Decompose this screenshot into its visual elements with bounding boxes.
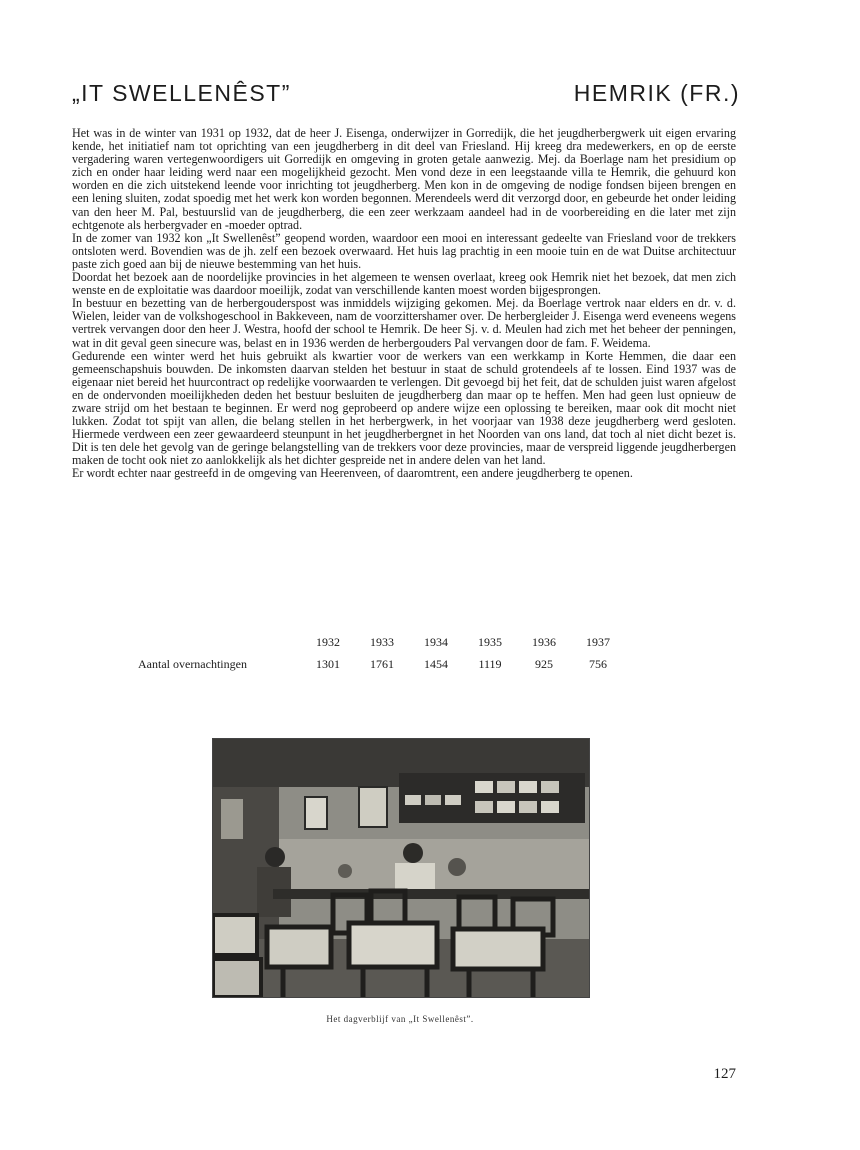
page-number: 127: [713, 1066, 736, 1082]
chair: [213, 915, 257, 955]
dayroom-photo: [212, 738, 590, 998]
photo-illustration: [213, 739, 589, 997]
value-cell: 756: [589, 657, 607, 671]
shelf-item: [541, 801, 559, 813]
wall-notice: [221, 799, 243, 839]
value-cell: 1761: [370, 657, 394, 671]
paragraph: Doordat het bezoek aan de noordelijke provincies in het algemeen te wensen overlaat, kreeg ook Hemrik niet het bezoek, dat men zich wenste en de exploitatie was daardoor moeilijk, zodat van verschillende kanten moest worden bijgesprongen.: [72, 270, 736, 298]
person-head: [265, 847, 285, 867]
shelf-item: [497, 801, 515, 813]
chair-back: [267, 927, 331, 967]
year-cell: 1932: [316, 635, 340, 649]
shelf-item: [445, 795, 461, 805]
framed-picture: [359, 787, 387, 827]
shelf-item: [405, 795, 421, 805]
year-cell: 1933: [370, 635, 394, 649]
flower-vase: [448, 858, 466, 876]
shelf-item: [541, 781, 559, 793]
value-cell: 1301: [316, 657, 340, 671]
photo-caption: Het dagverblijf van „It Swellenêst”.: [326, 1014, 474, 1024]
paragraph: In bestuur en bezetting van de herbergouderspost was inmiddels wijziging gekomen. Mej. da Boerlage vertrok naar elders en dr. v. d. Wielen, leider van de volkshogeschool in Bakkeveen, nam de voorzittershamer over. De herbergleider J. Eisenga werd eveneens wegens vertrek vervangen door den heer J. Westra, hoofd der school te Hemrik. De heer Sj. v. d. Meulen had zich met het beheer der penningen, wat in dit geval geen sinecure was, belast en in 1936 werden de herbergouders Pal vervangen door de fam. F. Weidema.: [72, 296, 736, 350]
page-header: [72, 80, 740, 120]
year-cell: 1936: [532, 635, 556, 649]
stats-label: Aantal overnachtingen: [138, 657, 247, 671]
stats-year-row: [72, 635, 736, 657]
article-body: [72, 127, 736, 481]
flower-vase: [338, 864, 352, 878]
value-cell: 925: [535, 657, 553, 671]
shelf-item: [497, 781, 515, 793]
value-cell: 1454: [424, 657, 448, 671]
overnight-stats-table: [72, 635, 736, 679]
value-cell: 1119: [478, 657, 502, 671]
chair-back: [213, 959, 261, 997]
person-head: [403, 843, 423, 863]
paragraph: In de zomer van 1932 kon „It Swellenêst” geopend worden, waardoor een mooi en interessant gedeelte van Friesland voor de trekkers ontsloten werd. Bovendien was de jh. zelf een bezoek overwaard. Het huis lag prachtig in een mooie tuin en de wat Duitse architectuur paste zich goed aan bij de nieuwe bestemming van het huis.: [72, 230, 736, 271]
location-title: HEMRIK (FR.): [573, 80, 740, 106]
paragraph: Gedurende een winter werd het huis gebruikt als kwartier voor de werkers van een werkkamp in Korte Hemmen, die daar een gemeenschapshuis bouwden. De inkomsten daarvan stelden het bestuur in staat de schuld grotendeels af te lossen. Eind 1937 was de eigenaar niet bereid het huurcontract op redelijke voorwaarden te verlengen. Dit gevoegd bij het feit, dat de schulden juist waren afgelost en de ondervonden moeilijkheden deden het bestuur besluiten de jeugdherberg dan maar op te heffen. Men had geen lust opnieuw de zware strijd om het bestaan te beginnen. Er werd nog geprobeerd op andere wijze een oplossing te bereiken, maar ook dit mocht niet lukken. Zodat tot spijt van allen, die belang stellen in het herbergwerk, in het voorjaar van 1938 deze jeugdherberg werd gesloten. Hiermede verdween een zeer gewaardeerd steunpunt in het jeugdherbergnet in het Noorden van ons land, dat toch al niet dicht bezet is. Dit is ten dele het gevolg van de geringe belangstelling van de trekkers voor deze provincies, maar de verspreid liggende jeugdherbergen maken de tocht ook niet zo aanlokkelijk als het dichter gespreide net in andere delen van het land.: [72, 348, 736, 468]
chair-back: [349, 923, 437, 967]
shelf-item: [425, 795, 441, 805]
year-cell: 1935: [478, 635, 502, 649]
year-cell: 1937: [586, 635, 610, 649]
shelf-item: [519, 781, 537, 793]
framed-picture: [305, 797, 327, 829]
shelf-item: [475, 781, 493, 793]
chair-back: [453, 929, 543, 969]
shelf-item: [475, 801, 493, 813]
shelf-item: [519, 801, 537, 813]
year-cell: 1934: [424, 635, 448, 649]
stats-value-row: [72, 657, 736, 679]
paragraph: Het was in de winter van 1931 op 1932, dat de heer J. Eisenga, onderwijzer in Gorredijk, die het jeugdherbergwerk uit eigen ervaring kende, het initiatief nam tot oprichting van een jeugdherberg in dit deel van Friesland. Hij kreeg dra medewerkers, en op de eerste vergadering waren vertegenwoordigers uit Gorredijk en omgeving in groten getale aanwezig. Mej. da Boerlage nam het presidium op zich en onder haar leiding werd naar een mogelijkheid gezocht. Men vond deze in een leegstaande villa te Hemrik, die gehuurd kon worden en die zich uitstekend leende voor inrichting tot jeugdherberg. Men kon in de omgeving de nodige fondsen bijeen brengen en een lening sluiten, zodat spoedig met het werk kon worden begonnen. Merendeels werd dit verzorgd door, en gebeurde het onder leiding van den heer M. Pal, bestuurslid van de jeugdherberg, die een zeer werkzaam aandeel had in de voorbereiding en die later met zijn echtgenote als herbergvader en -moeder optrad.: [72, 126, 736, 232]
hostel-title: „IT SWELLENÊST”: [72, 80, 291, 106]
paragraph: Er wordt echter naar gestreefd in de omgeving van Heerenveen, of daaromtrent, een andere jeugdherberg te openen.: [72, 466, 633, 481]
